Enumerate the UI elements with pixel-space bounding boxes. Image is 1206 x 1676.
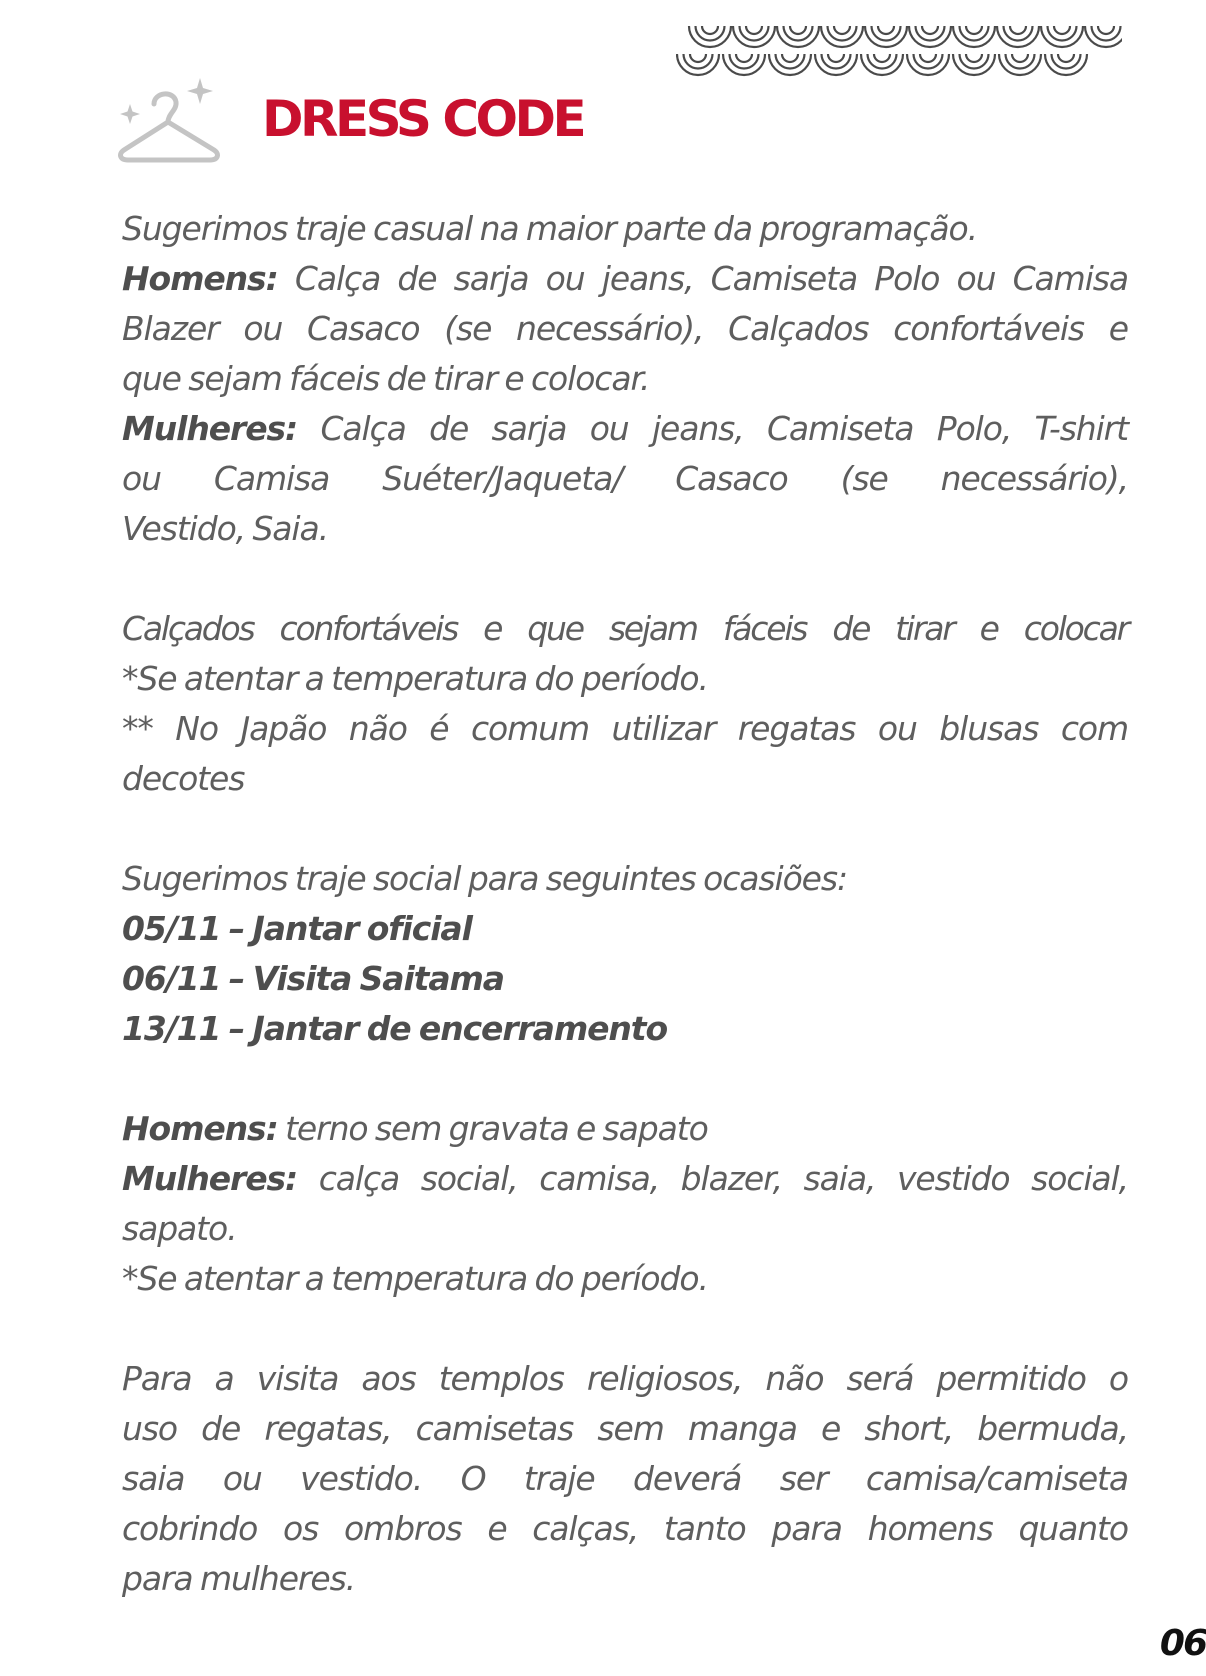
casual-men-label: Homens: <box>122 259 278 298</box>
social-men-line: Homens: terno sem gravata e sapato <box>122 1109 708 1148</box>
event-item: 05/11 – Jantar oficial <box>122 909 472 948</box>
hanger-sparkle-icon <box>118 76 230 172</box>
temples-line-1: Para a visita aos templos religiosos, não será permitido o <box>122 1359 1128 1398</box>
page-number: 06 <box>1159 1623 1206 1664</box>
casual-women-line-2: ou Camisa Suéter/Jaqueta/ Casaco (se necessário), <box>122 459 1128 498</box>
japan-note-line-2: decotes <box>122 759 245 798</box>
casual-women-label: Mulheres: <box>122 409 298 448</box>
social-women-label: Mulheres: <box>122 1159 298 1198</box>
casual-men-line-1: Homens: Calça de sarja ou jeans, Camiseta Polo ou Camisa <box>122 259 1128 298</box>
event-item: 06/11 – Visita Saitama <box>122 959 504 998</box>
temples-line-4: cobrindo os ombros e calças, tanto para homens quanto <box>122 1509 1128 1548</box>
casual-women-line-3: Vestido, Saia. <box>122 509 329 548</box>
casual-intro: Sugerimos traje casual na maior parte da programação. <box>122 209 978 248</box>
social-women-line-2: sapato. <box>122 1209 237 1248</box>
event-item: 13/11 – Jantar de encerramento <box>122 1009 668 1048</box>
social-intro: Sugerimos traje social para seguintes ocasiões: <box>122 859 847 898</box>
dress-code-content <box>122 204 1128 1604</box>
temperature-note-2: *Se atentar a temperatura do período. <box>122 1259 708 1298</box>
temperature-note-1: *Se atentar a temperatura do período. <box>122 659 708 698</box>
temples-line-5: para mulheres. <box>122 1559 356 1598</box>
casual-men-line-2: Blazer ou Casaco (se necessário), Calçados confortáveis e <box>122 309 1128 348</box>
wave-pattern-icon <box>676 24 1122 84</box>
shoes-note: Calçados confortáveis e que sejam fáceis de tirar e colocar <box>122 609 1128 648</box>
social-women-line-1: Mulheres: calça social, camisa, blazer, saia, vestido social, <box>122 1159 1128 1198</box>
temples-line-3: saia ou vestido. O traje deverá ser camisa/camiseta <box>122 1459 1128 1498</box>
page-title: DRESS CODE <box>262 90 584 148</box>
casual-women-line-1: Mulheres: Calça de sarja ou jeans, Camiseta Polo, T-shirt <box>122 409 1128 448</box>
japan-note-line-1: ** No Japão não é comum utilizar regatas ou blusas com <box>122 709 1128 748</box>
social-men-label: Homens: <box>122 1109 278 1148</box>
casual-men-line-3: que sejam fáceis de tirar e colocar. <box>122 359 650 398</box>
temples-line-2: uso de regatas, camisetas sem manga e short, bermuda, <box>122 1409 1128 1448</box>
